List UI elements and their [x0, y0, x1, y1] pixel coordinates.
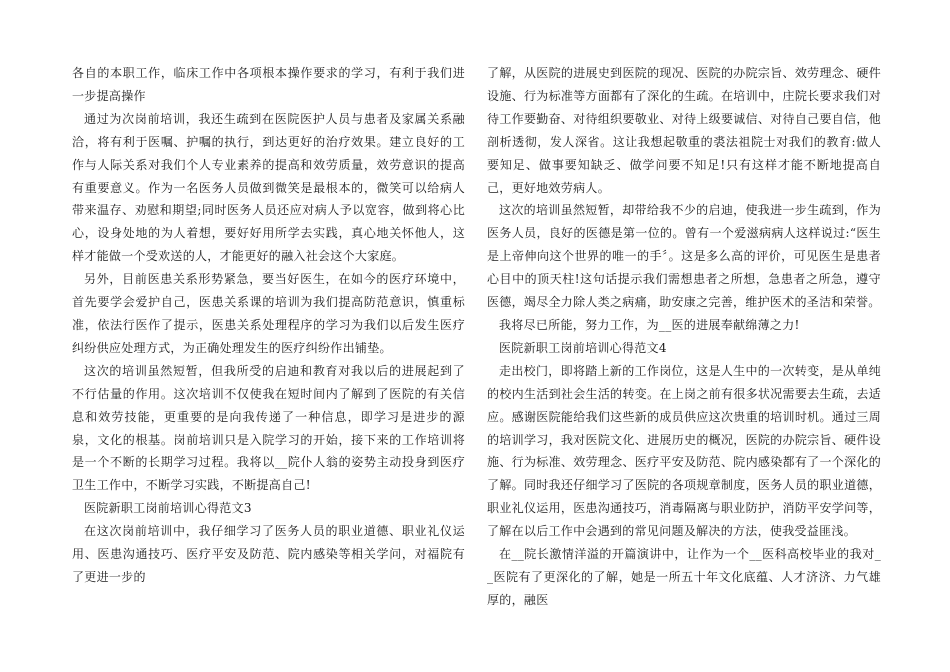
- left-column: [72, 62, 465, 589]
- paragraph: 各自的本职工作，临床工作中各项根本操作要求的学习，有利于我们进一步提高操作: [72, 66, 465, 103]
- paragraph: 我将尽已所能，努力工作，为__医的进展奉献绵薄之力!: [499, 317, 800, 332]
- paragraph: 这次的培训虽然短暂，却带给我不少的启迪，使我进一步生疏到，作为医务人员，良好的医德是第一位的。曾有一个爱滋病病人这样说过:“医生是上帝伸向这个世界的唯一的手〞。这是多么高的评价，可见医生是患者心目中的顶天柱!这句话提示我们需想患者之所想，急患者之所急，遵守医德，竭尽全力除人类之病痛，助安康之完善，维护医术的圣洁和荣誉。: [487, 203, 881, 310]
- paragraph: 了解，从医院的进展史到医院的现况、医院的办院宗旨、效劳理念、硬件设施、行为标准等方面都有了深化的生疏。在培训中，庄院长要求我们对待工作要勤奋、对待组织要敬业、对待上级要诚信、对待自己要自信，他剖析透彻，发人深省。这让我想起敬重的裘法祖院士对我们的教育:做人要知足、做事要知缺乏、做学问要不知足!只有这样才能不断地提高自己，更好地效劳病人。: [487, 66, 881, 195]
- paragraph: 另外，目前医患关系形势紧急，要当好医生，在如今的医疗环境中，首先要学会爱护自己，医患关系课的培训为我们提高防范意识，慎重标准，依法行医作了提示，医患关系处理程序的学习为我们以后发生医疗纠纷供应处理方式，为正确处理发生的医疗纠纷作出铺垫。: [72, 272, 465, 355]
- paragraph: 在这次岗前培训中，我仔细学习了医务人员的职业道德、职业礼仪运用、医患沟通技巧、医疗平安及防范、院内感染等相关学问，对福院有了更进一步的: [72, 524, 465, 584]
- paragraph: 通过为次岗前培训，我还生疏到在医院医护人员与患者及家属关系融洽，将有利于医嘱、护嘱的执行，到达更好的治疗效果。建立良好的工作与人际关系对我们个人专业素养的提高和效劳质量，效劳意识的提高有重要意义。作为一名医务人员做到微笑是最根本的，微笑可以给病人带来温存、劝慰和期望;同时医务人员还应对病人予以宽容，做到将心比心，设身处地的为人着想，要好好用所学去实践，真心地关怀他人，这样才能做一个受欢送的人，才能更好的融入社会这个大家庭。: [72, 111, 465, 264]
- paragraph: 走出校门，即将踏上新的工作岗位，这是人生中的一次转变，是从单纯的校内生活到社会生活的转变。在上岗之前有很多状况需要去生疏，去适应。感谢医院能给我们这些新的成员供应这次贵重的培训时机。通过三周的培训学习，我对医院文化、进展历史的概况，医院的办院宗旨、硬件设施、行为标准、效劳理念、医疗平安及防范、院内感染都有了一个深化的了解。同时我还仔细学习了医院的各项规章制度，医务人员的职业道德，职业礼仪运用，医患沟通技巧，消毒隔离与职业防护，消防平安学问等，了解在以后工作中会遇到的常见问题及解决的方法，使我受益匪浅。: [487, 363, 881, 539]
- right-column: [487, 62, 881, 612]
- paragraph: 这次的培训虽然短暂，但我所受的启迪和教育对我以后的进展起到了不行估量的作用。这次培训不仅使我在短时间内了解到了医院的有关信息和效劳技能，更重要的是向我传递了一种信息，即学习是进步的源泉，文化的根基。岗前培训只是入院学习的开始，接下来的工作培训将是一个不断的长期学习过程。我将以__院仆人翁的姿势主动投身到医疗卫生工作中，不断学习实践，不断提高自己!: [72, 363, 465, 493]
- section-heading: 医院新职工岗前培训心得范文4: [499, 340, 667, 355]
- section-heading: 医院新职工岗前培训心得范文3: [84, 501, 252, 516]
- paragraph: 在__院长激情洋溢的开篇演讲中，让作为一个__医科高校毕业的我对__医院有了更深化的了解，她是一所五十年文化底蕴、人才济济、力气雄厚的，融医: [487, 547, 881, 607]
